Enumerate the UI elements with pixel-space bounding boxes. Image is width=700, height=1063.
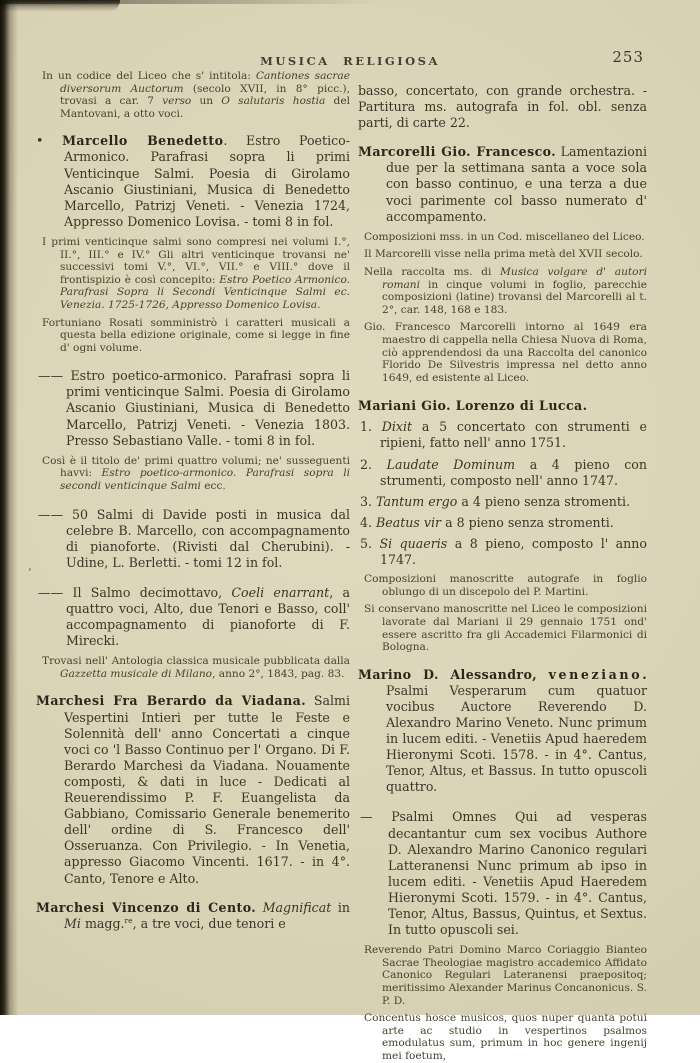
text-segment: 1. — [360, 419, 382, 435]
text-segment: O salutaris hostia — [221, 95, 326, 108]
text-segment: veneziano — [548, 666, 643, 682]
dash-block — [36, 368, 350, 448]
dash-block — [358, 809, 647, 938]
text-segment: Laudate Dominum — [386, 456, 516, 472]
text-segment: . — [642, 666, 647, 682]
note-block — [358, 266, 647, 316]
text-segment: Il Marcorelli visse nella prima metà del XVII secolo. — [364, 248, 643, 261]
text-segment: Estro Poetico Armonico. Parafrasi Sopra li Secondi Venticinque Salmi ec. Venezia. 1725-1726, Appresso Domenico Lovisa. — [60, 273, 351, 311]
text-segment: basso, concertato, con grande orchestra. - Partitura ms. autografa in fol. obl. senza parti, di carte 22. — [358, 83, 647, 131]
num-block — [358, 419, 647, 451]
note-block — [358, 573, 647, 598]
text-segment: Tantum ergo — [376, 493, 458, 509]
note-block — [36, 70, 350, 120]
text-segment: verso — [162, 95, 192, 108]
page-number: 253 — [612, 48, 644, 66]
text-segment: in — [331, 899, 350, 915]
text-segment: 50 Salmi di Davide posti in musica dal celebre B. Marcello, con accompagnamento di pianoforte. (Rivisti dal Cherubini). - Udine, L. Berletti. - tomi 12 in fol. — [66, 506, 350, 570]
text-segment: Mi — [64, 915, 81, 931]
text-segment: Nella raccolta ms. di — [364, 265, 501, 278]
page-top-edge — [0, 0, 380, 4]
text-segment: un — [191, 95, 222, 108]
text-segment: Beatus vir — [376, 514, 442, 530]
scan-speck: ' — [27, 565, 32, 580]
num-block — [358, 515, 647, 531]
text-segment: Così è il titolo de' primi quattro volumi; ne' susseguenti havvi: — [42, 454, 350, 480]
text-segment: , anno 2°, 1843, pag. 83. — [212, 667, 345, 680]
text-segment: magg. — [80, 915, 125, 931]
text-segment: a 8 pieno senza stromenti. — [441, 514, 614, 530]
text-segment: Composizioni manoscritte autografe in foglio oblungo di un discepolo del P. Martini. — [364, 573, 647, 598]
note-block — [358, 248, 647, 261]
text-segment: del Mantovani, a otto voci. — [60, 95, 350, 120]
text-segment: Psalmi Omnes Qui ad vesperas decantantur cum sex vocibus Authore D. Alexandro Marino Canonico regulari Latteranensi Nunc primum ab ipso in lucem editi. - Venetiis Apud Haeredem Hieronymi Scoti. 1579. - in 4°. Cantus, Tenor, Altus, Bassus, Quintus, et Sextus. In tutto opuscoli sei. — [388, 809, 647, 938]
text-segment: a 8 pieno, composto l' anno 1747. — [380, 535, 647, 568]
text-segment: In un codice del Liceo che s' intitola: — [42, 70, 256, 82]
text-segment: Estro poetico-armonico. Parafrasi sopra li primi venticinque Salmi. Poesia di Girolamo Ascanio Giustiniani, Musica di Benedetto Marcello, Patrizj Veneti. - Venezia 1803. Presso Sebastiano Valle. - tomi 8 in fol. — [66, 368, 350, 448]
text-segment: Mariani Gio. Lorenzo di Lucca. — [358, 398, 588, 414]
entry-block — [36, 900, 350, 932]
text-segment: Marcorelli Gio. Francesco. — [358, 144, 557, 160]
text-segment: Psalmi Vesperarum cum quatuor vocibus Auctore Reverendo D. Alexandro Marino Veneto. Nunc primum in lucem editi. - Venetiis Apud haeredem Hieronymi Scoti. 1578. - in 4°. Cantus, Tenor, Altus, et Bassus. In tutto opuscoli quattro. — [386, 682, 647, 795]
text-segment: Reverendo Patri Domino Marco Coriaggio Bianteo Sacrae Theologiae magistro accademico Affidato Canonico Regulari Lateranensi praepositoq; meritissimo Alexander Marinus Concanonicus. S. P. D. — [364, 944, 647, 1007]
text-segment: Musica volgare d' autori romani — [382, 265, 647, 291]
entry-block — [36, 693, 350, 886]
note-block — [358, 231, 647, 244]
text-segment: I primi venticinque salmi sono compresi nei volumi I.°, II.°, III.° e IV.° Gli altri venticinque trovansi ne' successivi tomi V.°, VI.°, VII.° e VIII.° dove il frontispizio è così concepito: — [42, 235, 350, 286]
text-segment: Dixit — [381, 419, 413, 435]
text-segment: re — [124, 915, 133, 925]
text-segment: Il Salmo decimottavo, — [72, 584, 232, 600]
heading-block — [358, 398, 647, 414]
text-segment: Gio. Francesco Marcorelli intorno al 1649 era maestro di cappella nella Chiesa Nuova di Roma, ciò apprendendosi da una Raccolta del canonico Florido De Silvestris impressa nel detto anno 1649, ed esistente al Liceo. — [364, 321, 647, 384]
text-segment: Fortuniano Rosati somministrò i caratteri musicali a questa bella edizione originale, come si legge in fine d' ogni volume. — [42, 316, 350, 354]
text-segment: 3. — [360, 493, 377, 509]
text-segment: Marino D. Alessandro, — [358, 666, 549, 682]
text-segment: a 4 pieno con strumenti, composto nell' anno 1747. — [380, 456, 647, 488]
text-segment: 4. — [360, 514, 377, 530]
right-column — [358, 83, 647, 1062]
num-block — [358, 536, 647, 568]
text-segment: Trovasi nell' Antologia classica musicale pubblicata dalla — [42, 655, 350, 668]
note-block — [36, 317, 350, 355]
text-segment: —— — [38, 506, 72, 522]
text-segment: a 5 concertato con strumenti e ripieni, fatto nell' anno 1751. — [380, 419, 647, 451]
note-block — [36, 236, 350, 312]
entry-block — [358, 144, 647, 224]
text-segment: in cinque volumi in foglio, parecchie composizioni (latine) trovansi del Marcorelli al t. 2°, car. 148, 168 e 183. — [382, 278, 647, 316]
note-block — [358, 944, 647, 1007]
note-block — [36, 455, 350, 493]
text-segment: Marcello Benedetto — [62, 133, 224, 149]
dash-block — [36, 507, 350, 571]
text-segment: Si conservano manoscritte nel Liceo le composizioni lavorate dal Mariani il 29 gennaio 1751 ond' essere ascritto fra gli Accademici Filarmonici di Bologna. — [364, 603, 647, 654]
text-segment: Salmi Vespertini Intieri per tutte le Feste e Solennità dell' anno Concertati a cinque voci co 'l Basso Continuo per l' Organo. Di F. Berardo Marchesi da Viadana. Nouamente composti, & dati in luce - Dedicati al Reuerendissimo P. F. Euangelista da Gabbiano, Comissario Generale benemerito dell' ordine di S. Francesco dell' Osseruanza. Con Privilegio. - In Venetia, appresso Giacomo Vincenti. 1617. - in 4°. Canto, Tenore e Alto. — [64, 693, 350, 886]
text-segment: — — [360, 809, 392, 825]
text-segment: (secolo XVII, in 8° picc.), trovasi a car. 7 — [60, 82, 350, 108]
para-block — [358, 83, 647, 131]
entry-block — [358, 667, 647, 796]
text-segment: Composizioni mss. in un Cod. miscellaneo del Liceo. — [364, 230, 645, 243]
text-segment: 5. — [360, 535, 380, 551]
note-block — [358, 321, 647, 384]
text-segment: Si quaeris — [379, 535, 448, 551]
text-segment: Lamentazioni due per la settimana santa a voce sola con basso continuo, e una terza a due voci parimente col basso numerato d' accompamento. — [386, 144, 647, 224]
text-segment: . Estro Poetico-Armonico. Parafrasi sopra li primi Venticinque Salmi. Poesia di Girolamo Ascanio Giustiniani, Musica di Benedetto Marcello, Patrizj Veneti. - Venezia 1724, Appresso Domenico Lovisa. - tomi 8 in fol. — [64, 133, 350, 229]
text-segment: a 4 pieno senza stromenti. — [457, 493, 630, 509]
text-segment: —— — [38, 584, 73, 600]
note-block — [358, 603, 647, 653]
text-segment: ecc. — [200, 479, 226, 492]
header-title: MUSICA RELIGIOSA — [260, 54, 440, 68]
note-block — [36, 655, 350, 680]
num-block — [358, 457, 647, 489]
text-segment: , a quattro voci, Alto, due Tenori e Basso, coll' accompagnamento di pianoforte di F. Mirecki. — [66, 584, 350, 649]
left-column — [36, 70, 350, 1005]
text-segment: Gazzetta musicale di Milano — [60, 667, 213, 680]
running-header — [0, 50, 700, 69]
text-segment: 2. — [360, 456, 387, 472]
text-segment: —— — [38, 368, 71, 384]
entry-block — [36, 133, 350, 230]
text-segment: Magnificat — [262, 899, 332, 915]
text-segment: • — [36, 133, 63, 149]
text-segment: , a tre voci, due tenori e — [132, 915, 286, 931]
text-segment: Estro poetico-armonico. Parafrasi sopra li secondi venticinque Salmi — [60, 467, 350, 492]
text-segment: Marchesi Vincenzo di Cento. — [36, 899, 257, 915]
binding-edge — [0, 0, 18, 1015]
text-segment: Marchesi Fra Berardo da Viadana. — [36, 693, 307, 709]
text-segment: Coeli enarrant — [231, 584, 330, 600]
num-block — [358, 494, 647, 510]
text-segment: Cantiones sacrae diversorum Auctorum — [60, 70, 351, 95]
note-block — [358, 1012, 647, 1062]
dash-block — [36, 585, 350, 649]
text-segment: Concentus hosce musicos, quos nuper quanta potui arte ac studio in vespertinos psalmos emodulatus sum, primum in hoc genere ingenij mei foetum, — [364, 1012, 647, 1062]
